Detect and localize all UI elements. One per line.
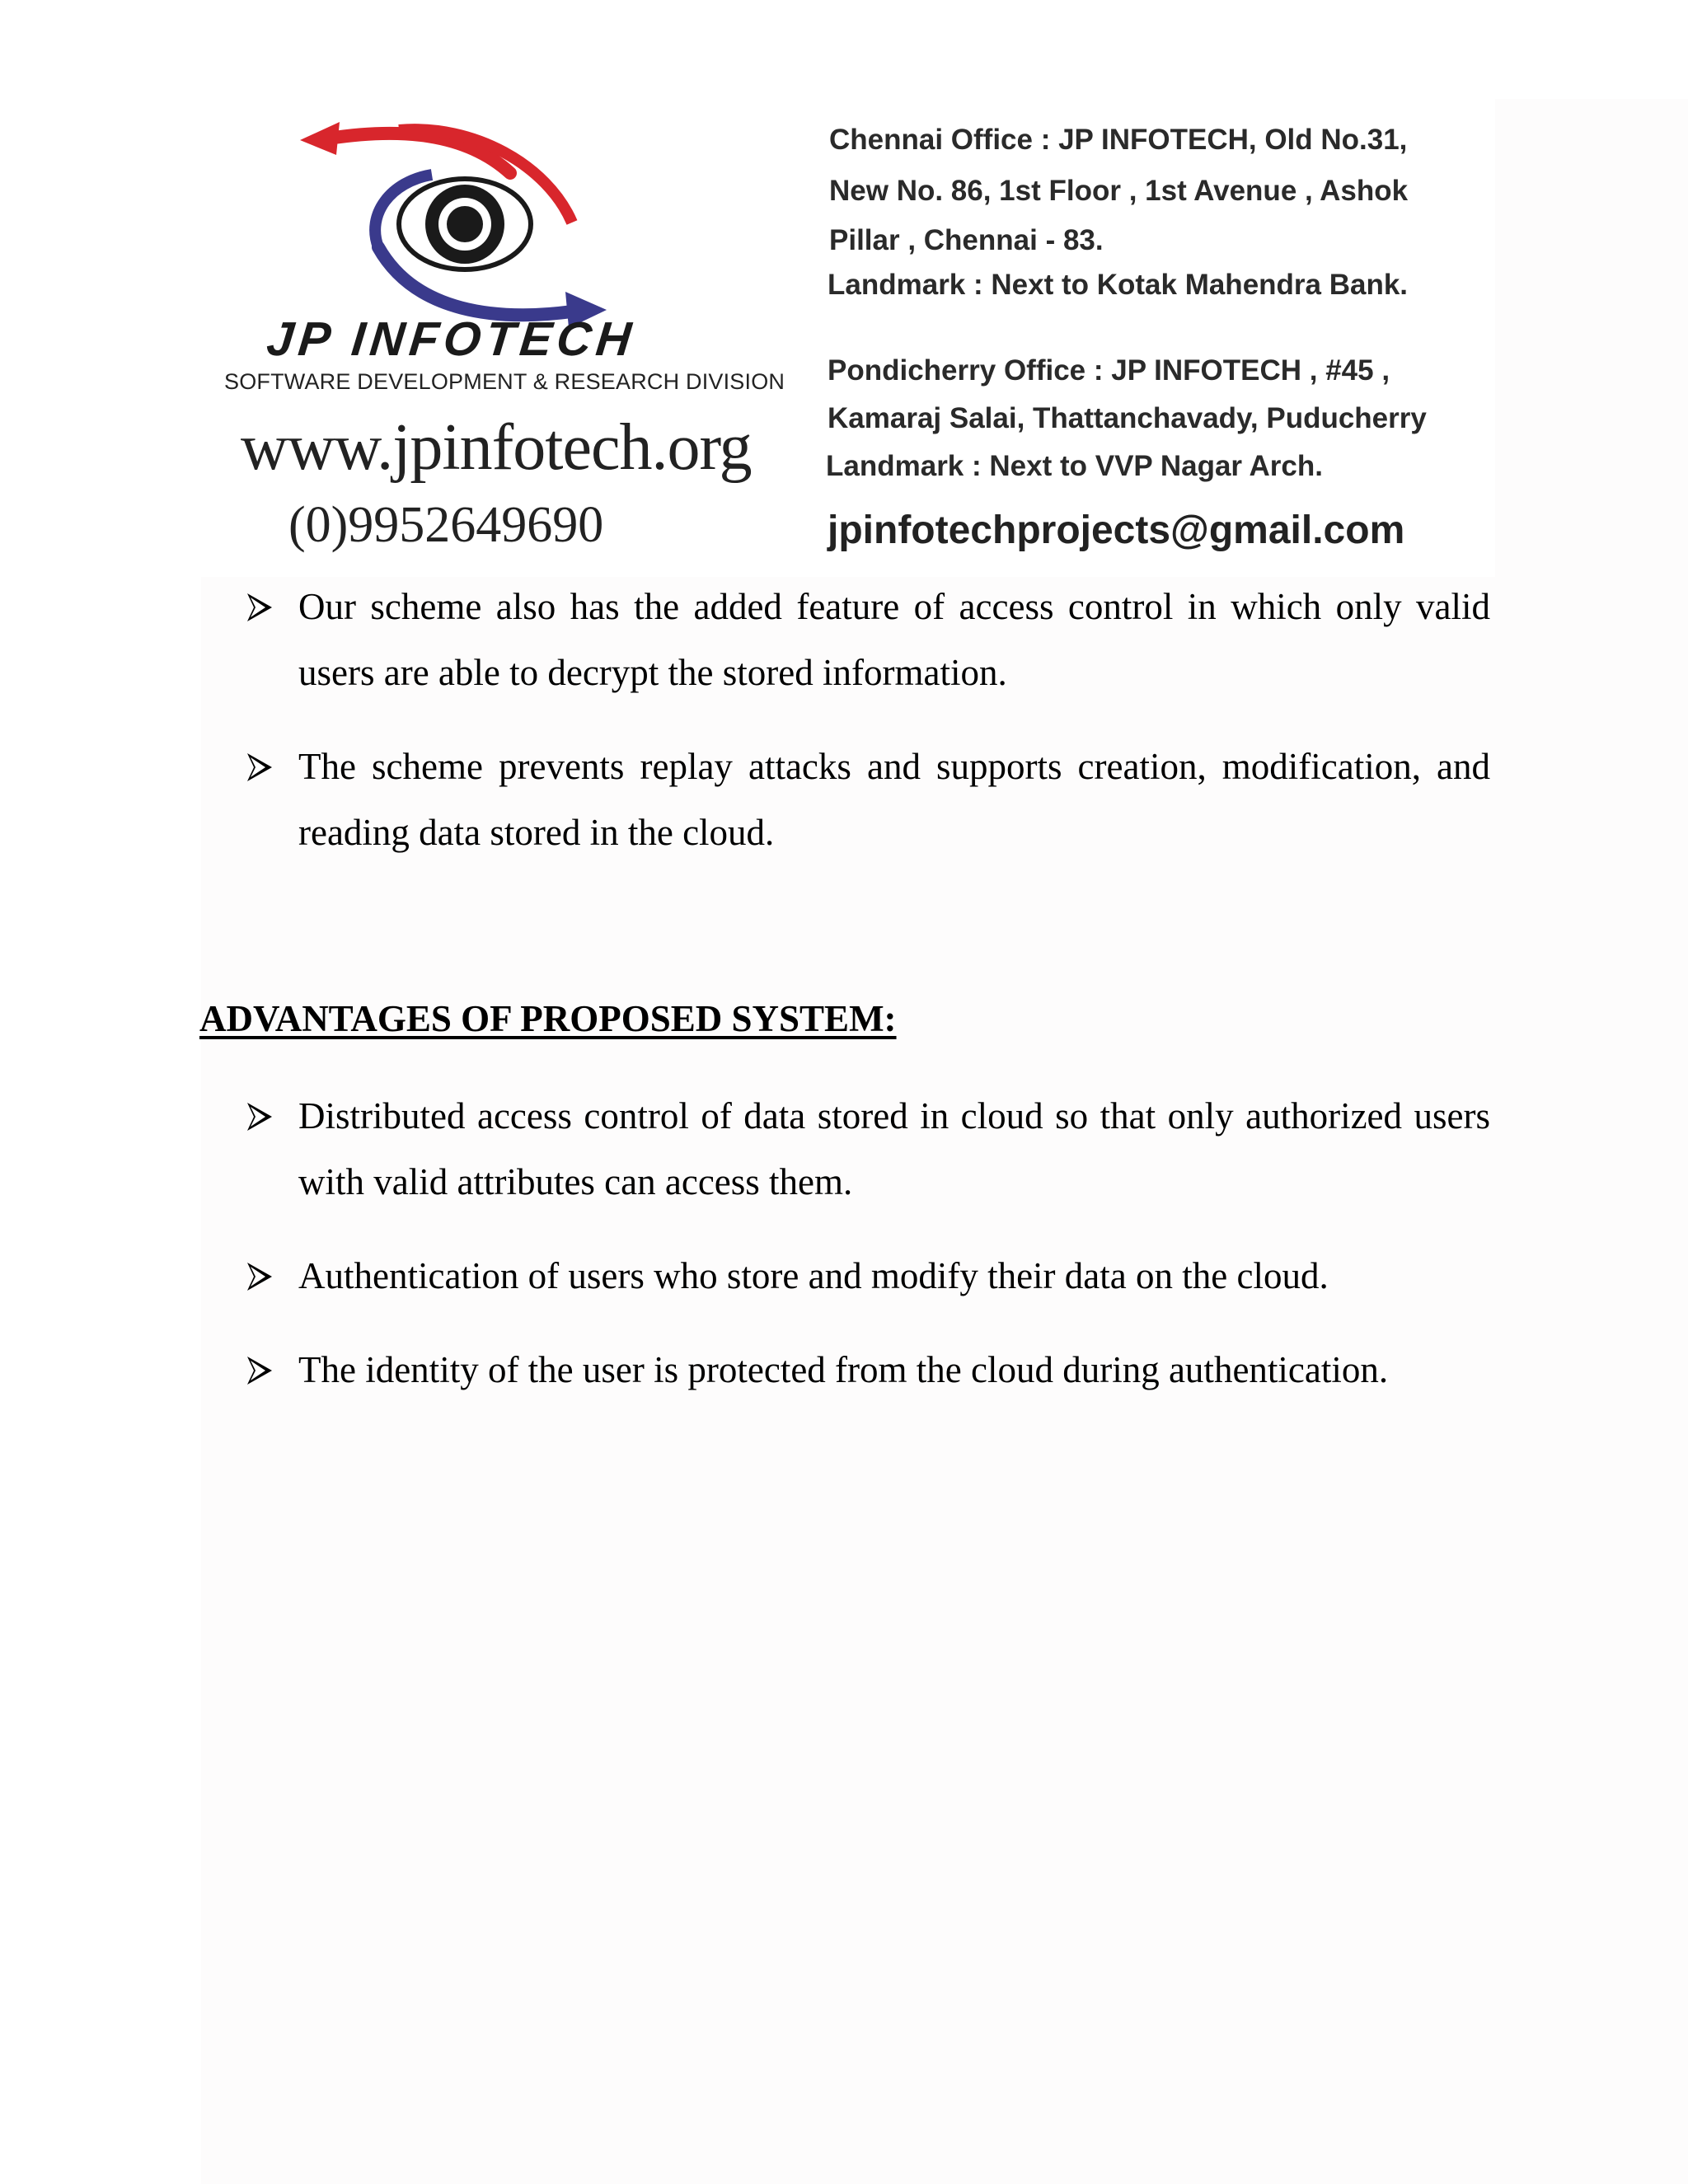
address-line: Chennai Office : JP INFOTECH, Old No.31, — [829, 124, 1408, 156]
landmark-line: Landmark : Next to Kotak Mahendra Bank. — [828, 269, 1409, 301]
header-banner — [201, 99, 1495, 577]
bullet-text: Authentication of users who store and modify their data on the cloud. — [298, 1255, 1329, 1296]
division-label: SOFTWARE DEVELOPMENT & RESEARCH DIVISION — [224, 369, 785, 394]
address-line: Kamaraj Salai, Thattanchavady, Puducherry — [828, 402, 1427, 434]
arrow-bullet-icon — [247, 753, 272, 781]
address-line: New No. 86, 1st Floor , 1st Avenue , Ashok — [829, 175, 1409, 207]
bullet-text: The scheme prevents replay attacks and supports creation, modification, and reading data stored in the cloud. — [298, 746, 1490, 853]
arrow-bullet-icon — [247, 1357, 272, 1385]
company-name: JP INFOTECH — [264, 312, 639, 366]
list-item — [247, 1243, 1490, 1309]
bullet-text: The identity of the user is protected from the cloud during authentication. — [298, 1349, 1389, 1390]
list-item — [247, 1083, 1490, 1215]
arrow-bullet-icon — [247, 1103, 272, 1131]
arrow-bullet-icon — [247, 1263, 272, 1291]
landmark-line: Landmark : Next to VVP Nagar Arch. — [826, 450, 1323, 482]
phone-number: (0)9952649690 — [288, 497, 604, 553]
address-line: Pondicherry Office : JP INFOTECH , #45 , — [828, 354, 1390, 387]
bullet-text: Our scheme also has the added feature of access control in which only valid users are able to decrypt the stored information. — [298, 586, 1490, 693]
arrow-bullet-icon — [247, 593, 272, 621]
list-item — [247, 574, 1490, 705]
address-line: Pillar , Chennai - 83. — [829, 224, 1104, 256]
list-item — [247, 733, 1490, 865]
website-link[interactable]: www.jpinfotech.org — [241, 411, 752, 484]
bullet-text: Distributed access control of data stored in cloud so that only authorized users with valid attributes can access them. — [298, 1095, 1490, 1202]
contact-email[interactable]: jpinfotechprojects@gmail.com — [828, 509, 1405, 552]
section-heading: ADVANTAGES OF PROPOSED SYSTEM: — [199, 998, 897, 1039]
list-item — [247, 1337, 1490, 1403]
